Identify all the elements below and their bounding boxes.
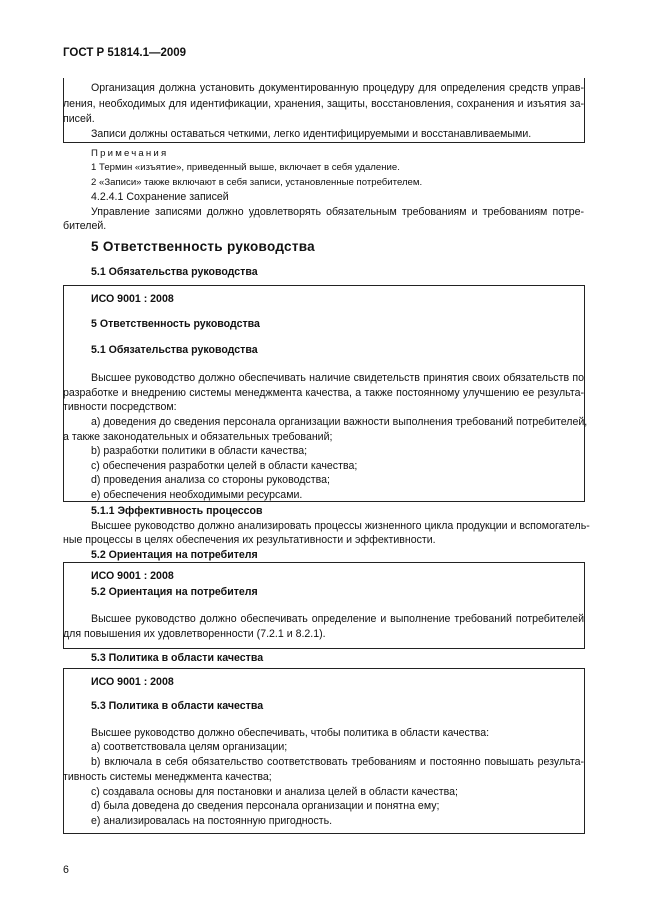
paragraph-line: Записи должны оставаться четкими, легко идентифицируемыми и восстанавливаемыми.	[91, 128, 532, 140]
subsection-title: 5.1 Обязательства руководства	[91, 266, 258, 278]
paragraph-line: бителей.	[63, 220, 107, 232]
paragraph-line: Высшее руководство должно обеспечивать определение и выполнение требований потребителей	[91, 613, 584, 625]
quoted-heading: 5.1 Обязательства руководства	[91, 344, 258, 356]
list-item: d) была доведена до сведения персонала организации и понятна ему;	[91, 800, 440, 812]
paragraph-line: ления, необходимых для идентификации, хранения, защиты, восстановления, сохранения и изъятия за-	[63, 98, 584, 110]
list-item: с) обеспечения разработки целей в области качества;	[91, 460, 358, 472]
note-item: 2 «Записи» также включают в себя записи, установленные потребителем.	[91, 177, 423, 188]
list-item: b) включала в себя обязательство соответствовать требованиям и постоянно повышать результа-	[91, 756, 584, 768]
note-item: 1 Термин «изъятие», приведенный выше, включает в себя удаление.	[91, 162, 400, 173]
subsection-title: 4.2.4.1 Сохранение записей	[91, 191, 229, 203]
paragraph-line: Высшее руководство должно обеспечивать наличие свидетельств принятия своих обязательств по	[91, 372, 584, 384]
quoted-heading: 5 Ответственность руководства	[91, 318, 260, 330]
quoted-heading: 5.3 Политика в области качества	[91, 700, 264, 712]
list-item: е) анализировалась на постоянную пригодность.	[91, 815, 333, 827]
document-header: ГОСТ Р 51814.1—2009	[63, 47, 187, 59]
list-item: d) проведения анализа со стороны руководства;	[91, 474, 330, 486]
paragraph-line: Управление записями должно удовлетворять обязательным требованиям и требованиям потре-	[91, 206, 584, 218]
list-item: тивность системы менеджмента качества;	[63, 771, 272, 783]
paragraph-line: для повышения их удовлетворенности (7.2.1 и 8.2.1).	[63, 628, 326, 640]
paragraph-line: Высшее руководство должно анализировать процессы жизненного цикла продукции и вспомогатель-	[91, 520, 590, 532]
paragraph-line: Высшее руководство должно обеспечивать, чтобы политика в области качества:	[91, 727, 490, 739]
paragraph-line: тивности посредством:	[63, 401, 177, 413]
subsection-title: 5.3 Политика в области качества	[91, 652, 264, 664]
page-number: 6	[63, 864, 69, 876]
list-item: а также законодательных и обязательных требований;	[63, 431, 333, 443]
list-item: а) соответствовала целям организации;	[91, 741, 288, 753]
list-item: с) создавала основы для постановки и анализа целей в области качества;	[91, 786, 458, 798]
quoted-heading: 5.2 Ориентация на потребителя	[91, 586, 258, 598]
list-item: b) разработки политики в области качества;	[91, 445, 308, 457]
list-item: а) доведения до сведения персонала организации важности выполнения требований потребителей,	[91, 416, 588, 428]
section-title: 5 Ответственность руководства	[91, 239, 315, 254]
notes-title: Примечания	[91, 148, 169, 159]
paragraph-line: разработке и внедрению системы менеджмента качества, а также постоянному улучшению ее результа-	[63, 387, 584, 399]
subsection-title: 5.1.1 Эффективность процессов	[91, 505, 263, 517]
iso-reference: ИСО 9001 : 2008	[91, 676, 174, 688]
paragraph-line: писей.	[63, 113, 95, 125]
paragraph-line: Организация должна установить документированную процедуру для определения средств управ-	[91, 82, 584, 94]
list-item: е) обеспечения необходимыми ресурсами.	[91, 489, 303, 501]
paragraph-line: ные процессы в целях обеспечения их результативности и эффективности.	[63, 534, 436, 546]
iso-reference: ИСО 9001 : 2008	[91, 570, 174, 582]
subsection-title: 5.2 Ориентация на потребителя	[91, 549, 258, 561]
iso-reference: ИСО 9001 : 2008	[91, 293, 174, 305]
